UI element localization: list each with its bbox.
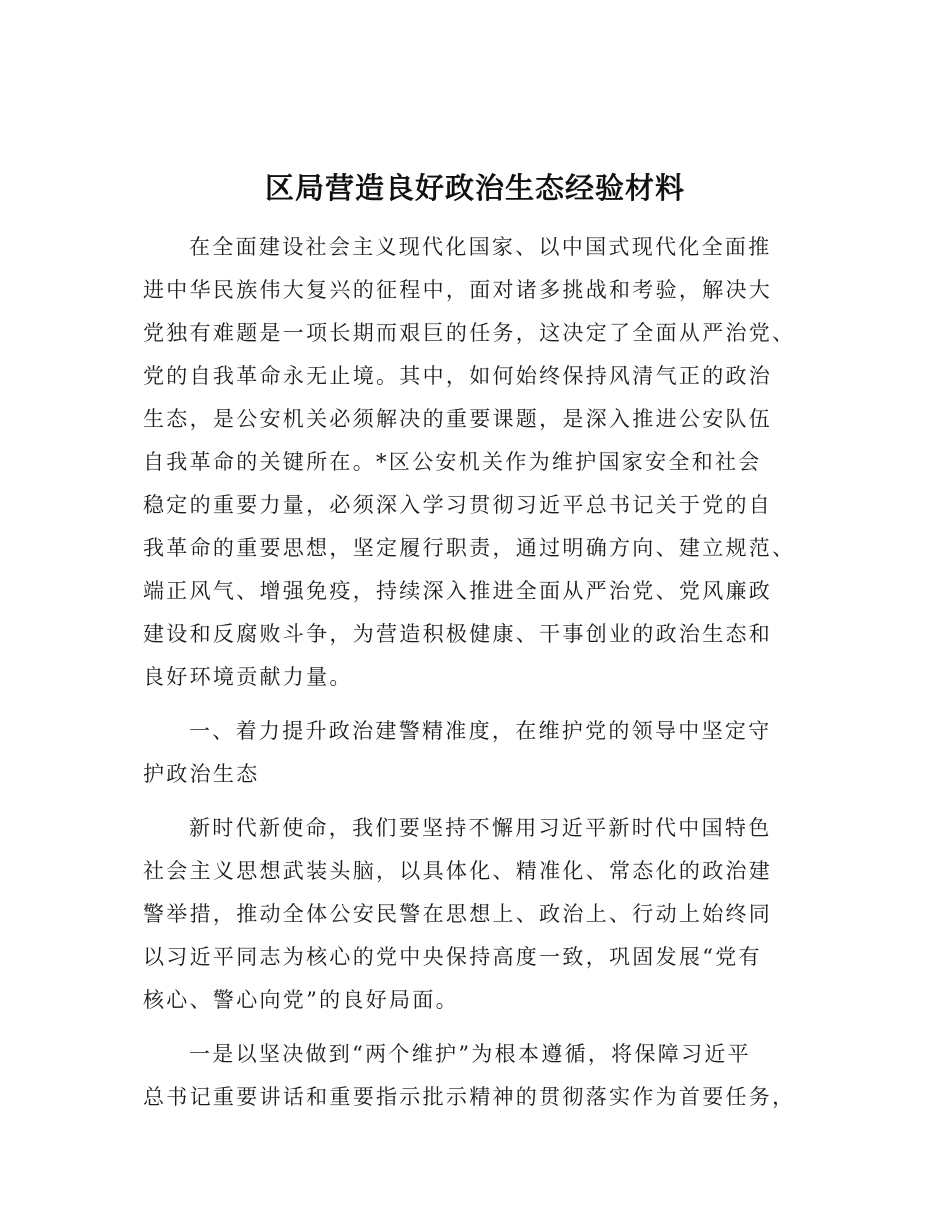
section-heading-line: 护政治生态	[143, 762, 260, 786]
intro-line: 端正风气、增强免疫，持续深入推进全面从严治党、党风廉政	[143, 579, 773, 603]
section-heading-line: 一、着力提升政治建警精准度，在维护党的领导中坚定守	[189, 719, 772, 743]
point-line: 总书记重要讲话和重要指示批示精神的贯彻落实作为首要任务，	[143, 1085, 796, 1109]
section-para-line: 警举措，推动全体公安民警在思想上、政治上、行动上始终同	[143, 902, 773, 926]
intro-line: 建设和反腐败斗争，为营造积极健康、干事创业的政治生态和	[143, 622, 773, 646]
point-line: 一是以坚决做到“两个维护”为根本遵循，将保障习近平	[189, 1042, 751, 1066]
document-body	[143, 226, 823, 1176]
document-title: 区局营造良好政治生态经验材料	[264, 171, 685, 205]
intro-line: 我革命的重要思想，坚定履行职责，通过明确方向、建立规范、	[143, 536, 796, 560]
intro-line: 稳定的重要力量，必须深入学习贯彻习近平总书记关于党的自	[143, 493, 773, 517]
intro-line: 生态，是公安机关必须解决的重要课题，是深入推进公安队伍	[143, 407, 773, 431]
section-para-line: 新时代新使命，我们要坚持不懈用习近平新时代中国特色	[189, 816, 772, 840]
intro-line: 自我革命的关键所在。*区公安机关作为维护国家安全和社会	[143, 450, 762, 474]
intro-line: 进中华民族伟大复兴的征程中，面对诸多挑战和考验，解决大	[143, 278, 773, 302]
section-para-line: 以习近平同志为核心的党中央保持高度一致，巩固发展“党有	[143, 945, 762, 969]
intro-line: 党独有难题是一项长期而艰巨的任务，这决定了全面从严治党、	[143, 321, 796, 345]
intro-line: 在全面建设社会主义现代化国家、以中国式现代化全面推	[189, 235, 772, 259]
intro-line: 良好环境贡献力量。	[143, 665, 353, 689]
section-para-line: 核心、警心向党”的良好局面。	[143, 988, 459, 1012]
section-para-line: 社会主义思想武装头脑，以具体化、精准化、常态化的政治建	[143, 859, 773, 883]
intro-line: 党的自我革命永无止境。其中，如何始终保持风清气正的政治	[143, 364, 773, 388]
